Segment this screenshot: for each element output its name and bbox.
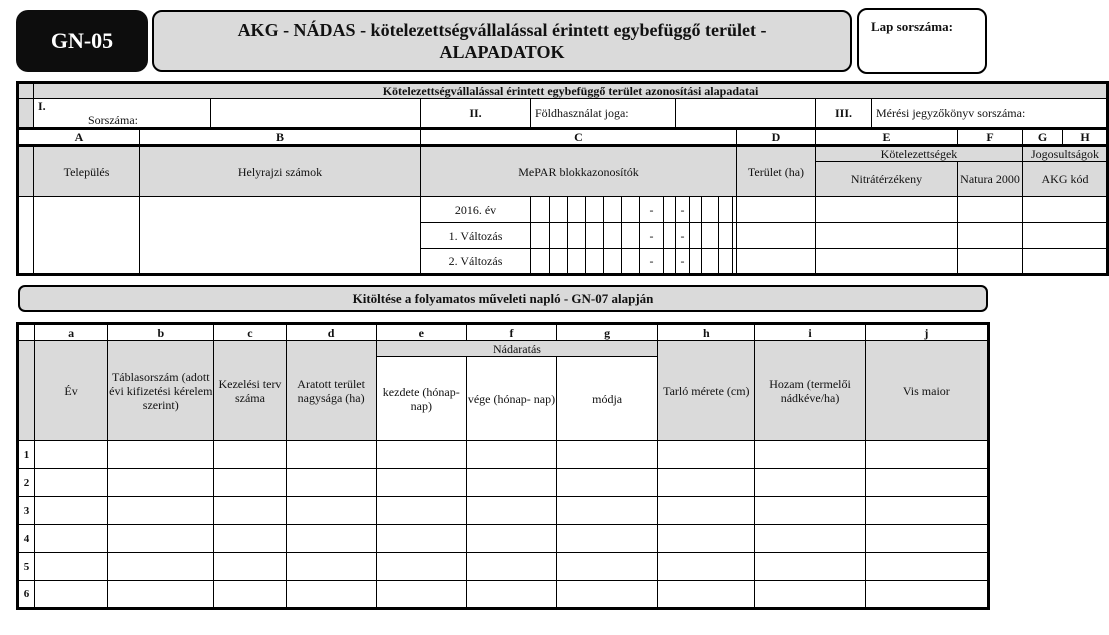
header-hozam: Hozam (termelői nádkéve/ha) <box>755 341 865 441</box>
header-vege: vége (hónap- nap) <box>466 357 556 441</box>
table-cell[interactable] <box>755 525 865 553</box>
col-letter-i: i <box>755 324 865 341</box>
table-cell[interactable] <box>35 497 108 525</box>
sorszam-input[interactable] <box>211 99 421 129</box>
table-cell[interactable] <box>286 469 376 497</box>
field-i-pad <box>140 99 211 129</box>
table-cell[interactable] <box>108 581 214 609</box>
field-i-label <box>34 99 140 129</box>
mepar-cell[interactable] <box>702 249 719 275</box>
header-kezdete: kezdete (hónap-nap) <box>376 357 466 441</box>
table-cell[interactable] <box>214 469 286 497</box>
row-number: 2 <box>18 469 35 497</box>
mepar-cell[interactable] <box>531 249 550 275</box>
table-cell[interactable] <box>466 441 556 469</box>
table-cell[interactable] <box>108 525 214 553</box>
mepar-cell[interactable] <box>568 223 586 249</box>
natura-input[interactable] <box>958 223 1023 249</box>
terulet-input[interactable] <box>737 223 816 249</box>
row-number: 6 <box>18 581 35 609</box>
form-title <box>152 10 852 72</box>
mepar-cell[interactable] <box>604 223 622 249</box>
table-cell[interactable] <box>214 553 286 581</box>
table-cell[interactable] <box>108 441 214 469</box>
helyrajzi-input[interactable] <box>140 197 421 275</box>
header-telepules: Település <box>34 146 140 197</box>
mepar-cell[interactable] <box>690 197 702 223</box>
mepar-dash: - <box>676 197 690 223</box>
mepar-cell[interactable] <box>719 249 733 275</box>
journal-note-bar: Kitöltése a folyamatos műveleti napló - GN-07 alapján <box>18 285 988 312</box>
col-letter-d: D <box>737 129 816 146</box>
table-cell[interactable] <box>658 441 755 469</box>
identification-table <box>16 81 1109 276</box>
table-cell[interactable] <box>557 525 658 553</box>
table-cell[interactable] <box>755 497 865 525</box>
mepar-dash: - <box>640 249 664 275</box>
mepar-cell[interactable] <box>568 197 586 223</box>
table-cell[interactable] <box>865 497 988 525</box>
table-cell[interactable] <box>865 441 988 469</box>
header-kezelesi: Kezelési terv száma <box>214 341 286 441</box>
col-letter-c: c <box>214 324 286 341</box>
col-letter-e: E <box>816 129 958 146</box>
header-tarlo: Tarló mérete (cm) <box>658 341 755 441</box>
mepar-cell[interactable] <box>531 223 550 249</box>
col-letter-c: C <box>421 129 737 146</box>
table-cell[interactable] <box>755 553 865 581</box>
natura-input[interactable] <box>958 197 1023 223</box>
table-cell[interactable] <box>658 525 755 553</box>
terulet-input[interactable] <box>737 249 816 275</box>
field-ii-number: II. <box>421 99 531 129</box>
table-cell[interactable] <box>557 469 658 497</box>
section1-heading: Kötelezettségvállalással érintett egybefüggő terület azonosítási alapadatai <box>34 83 1108 99</box>
col-letter-a: A <box>18 129 140 146</box>
header-mepar: MePAR blokkazonosítók <box>421 146 737 197</box>
row-number: 1 <box>18 441 35 469</box>
table-cell[interactable] <box>108 497 214 525</box>
mepar-dash: - <box>676 223 690 249</box>
table-cell[interactable] <box>658 469 755 497</box>
field-i-number: I. <box>38 99 46 113</box>
mepar-cell[interactable] <box>664 249 676 275</box>
telepules-input[interactable] <box>34 197 140 275</box>
mepar-cell[interactable] <box>622 197 640 223</box>
table-cell[interactable] <box>658 553 755 581</box>
page-number-box[interactable] <box>857 8 987 74</box>
field-ii-label: Földhasználat joga: <box>531 99 676 129</box>
mepar-cell[interactable] <box>719 197 733 223</box>
col-letter-g: G <box>1023 129 1063 146</box>
header-vis-maior: Vis maior <box>865 341 988 441</box>
spacer-cell <box>18 99 34 129</box>
table-cell[interactable] <box>214 581 286 609</box>
mepar-cell[interactable] <box>622 223 640 249</box>
header-nitrat: Nitrátérzékeny <box>816 162 958 197</box>
table-cell[interactable] <box>865 553 988 581</box>
nitrat-input[interactable] <box>816 197 958 223</box>
col-letter-e: e <box>376 324 466 341</box>
header-tablasorszam: Táblasorszám (adott évi kifizetési kérelem szerint) <box>108 341 214 441</box>
header-terulet: Terület (ha) <box>737 146 816 197</box>
col-letter-f: F <box>958 129 1023 146</box>
table-cell[interactable] <box>35 469 108 497</box>
form-title-line1: AKG - NÁDAS - kötelezettségvállalással érintett egybefüggő terület - <box>237 20 767 40</box>
table-cell[interactable] <box>376 469 466 497</box>
table-cell[interactable] <box>466 525 556 553</box>
mepar-cell[interactable] <box>586 197 604 223</box>
table-cell[interactable] <box>557 553 658 581</box>
field-i-text: Sorszáma: <box>88 113 138 127</box>
col-letter-d: d <box>286 324 376 341</box>
table-cell[interactable] <box>466 497 556 525</box>
col-letter-h: H <box>1063 129 1108 146</box>
mepar-cell[interactable] <box>586 223 604 249</box>
mepar-dash: - <box>640 223 664 249</box>
mepar-cell[interactable] <box>604 197 622 223</box>
field-iii-number: III. <box>816 99 872 129</box>
mepar-cell[interactable] <box>690 249 702 275</box>
mepar-cell[interactable] <box>719 223 733 249</box>
nitrat-input[interactable] <box>816 249 958 275</box>
harvest-table <box>16 322 990 610</box>
page-number-label: Lap sorszáma: <box>871 19 953 34</box>
row-number: 3 <box>18 497 35 525</box>
natura-input[interactable] <box>958 249 1023 275</box>
table-cell[interactable] <box>376 553 466 581</box>
mepar-cell[interactable] <box>604 249 622 275</box>
table-cell[interactable] <box>557 441 658 469</box>
table-cell[interactable] <box>658 581 755 609</box>
mepar-cell[interactable] <box>550 197 568 223</box>
row-label-2016: 2016. év <box>421 197 531 223</box>
mepar-cell[interactable] <box>586 249 604 275</box>
mepar-cell[interactable] <box>550 223 568 249</box>
table-cell[interactable] <box>376 497 466 525</box>
table-cell[interactable] <box>286 581 376 609</box>
header-akg: AKG kód <box>1023 162 1108 197</box>
header-natura: Natura 2000 <box>958 162 1023 197</box>
mepar-cell[interactable] <box>568 249 586 275</box>
table-cell[interactable] <box>35 441 108 469</box>
table-cell[interactable] <box>214 441 286 469</box>
row-spacer <box>18 197 34 275</box>
col-letter-g: g <box>557 324 658 341</box>
table-cell[interactable] <box>865 581 988 609</box>
terulet-input[interactable] <box>737 197 816 223</box>
nitrat-input[interactable] <box>816 223 958 249</box>
akg-input[interactable] <box>1023 249 1108 275</box>
mepar-cell[interactable] <box>702 223 719 249</box>
row-label-valtozas-1: 1. Változás <box>421 223 531 249</box>
mepar-cell[interactable] <box>664 223 676 249</box>
table-cell[interactable] <box>286 497 376 525</box>
header-spacer <box>18 146 34 197</box>
header-nadaratas: Nádaratás <box>376 341 658 357</box>
mepar-cell[interactable] <box>702 197 719 223</box>
mepar-dash: - <box>676 249 690 275</box>
row-number: 5 <box>18 553 35 581</box>
table-cell[interactable] <box>376 581 466 609</box>
table-cell[interactable] <box>214 497 286 525</box>
table-cell[interactable] <box>376 441 466 469</box>
header-helyrajzi: Helyrajzi számok <box>140 146 421 197</box>
table-cell[interactable] <box>755 441 865 469</box>
form-title-line2: ALAPADATOK <box>439 42 565 62</box>
header-ev: Év <box>35 341 108 441</box>
table-cell[interactable] <box>466 581 556 609</box>
table-cell[interactable] <box>658 497 755 525</box>
mepar-dash: - <box>640 197 664 223</box>
table-cell[interactable] <box>466 553 556 581</box>
akg-input[interactable] <box>1023 223 1108 249</box>
header-spacer <box>18 341 35 441</box>
table-cell[interactable] <box>108 553 214 581</box>
mepar-cell[interactable] <box>664 197 676 223</box>
col-letter-b: b <box>108 324 214 341</box>
col-letter-a: a <box>35 324 108 341</box>
table-cell[interactable] <box>376 525 466 553</box>
table-cell[interactable] <box>557 581 658 609</box>
table-cell[interactable] <box>466 469 556 497</box>
header-aratott: Aratott terület nagysága (ha) <box>286 341 376 441</box>
row-label-valtozas-2: 2. Változás <box>421 249 531 275</box>
header-modja: módja <box>557 357 658 441</box>
col-letter-f: f <box>466 324 556 341</box>
table-cell[interactable] <box>35 553 108 581</box>
corner-cell <box>18 324 35 341</box>
table-cell[interactable] <box>214 525 286 553</box>
row-number: 4 <box>18 525 35 553</box>
table-cell[interactable] <box>865 469 988 497</box>
table-cell[interactable] <box>286 441 376 469</box>
table-cell[interactable] <box>286 553 376 581</box>
table-cell[interactable] <box>35 525 108 553</box>
form-code: GN-05 <box>16 10 148 72</box>
col-letter-b: B <box>140 129 421 146</box>
corner-cell <box>18 83 34 99</box>
table-cell[interactable] <box>865 525 988 553</box>
foldhasznalat-input[interactable] <box>676 99 816 129</box>
col-letter-h: h <box>658 324 755 341</box>
table-cell[interactable] <box>755 469 865 497</box>
mepar-cell[interactable] <box>531 197 550 223</box>
header-kotelezettsegek: Kötelezettségek <box>816 146 1023 162</box>
table-cell[interactable] <box>35 581 108 609</box>
akg-input[interactable] <box>1023 197 1108 223</box>
col-letter-j: j <box>865 324 988 341</box>
table-cell[interactable] <box>286 525 376 553</box>
mepar-cell[interactable] <box>690 223 702 249</box>
field-iii-label: Mérési jegyzőkönyv sorszáma: <box>872 99 1108 129</box>
mepar-cell[interactable] <box>622 249 640 275</box>
table-cell[interactable] <box>557 497 658 525</box>
table-cell[interactable] <box>108 469 214 497</box>
header-jogosultsagok: Jogosultságok <box>1023 146 1108 162</box>
mepar-cell[interactable] <box>550 249 568 275</box>
table-cell[interactable] <box>755 581 865 609</box>
